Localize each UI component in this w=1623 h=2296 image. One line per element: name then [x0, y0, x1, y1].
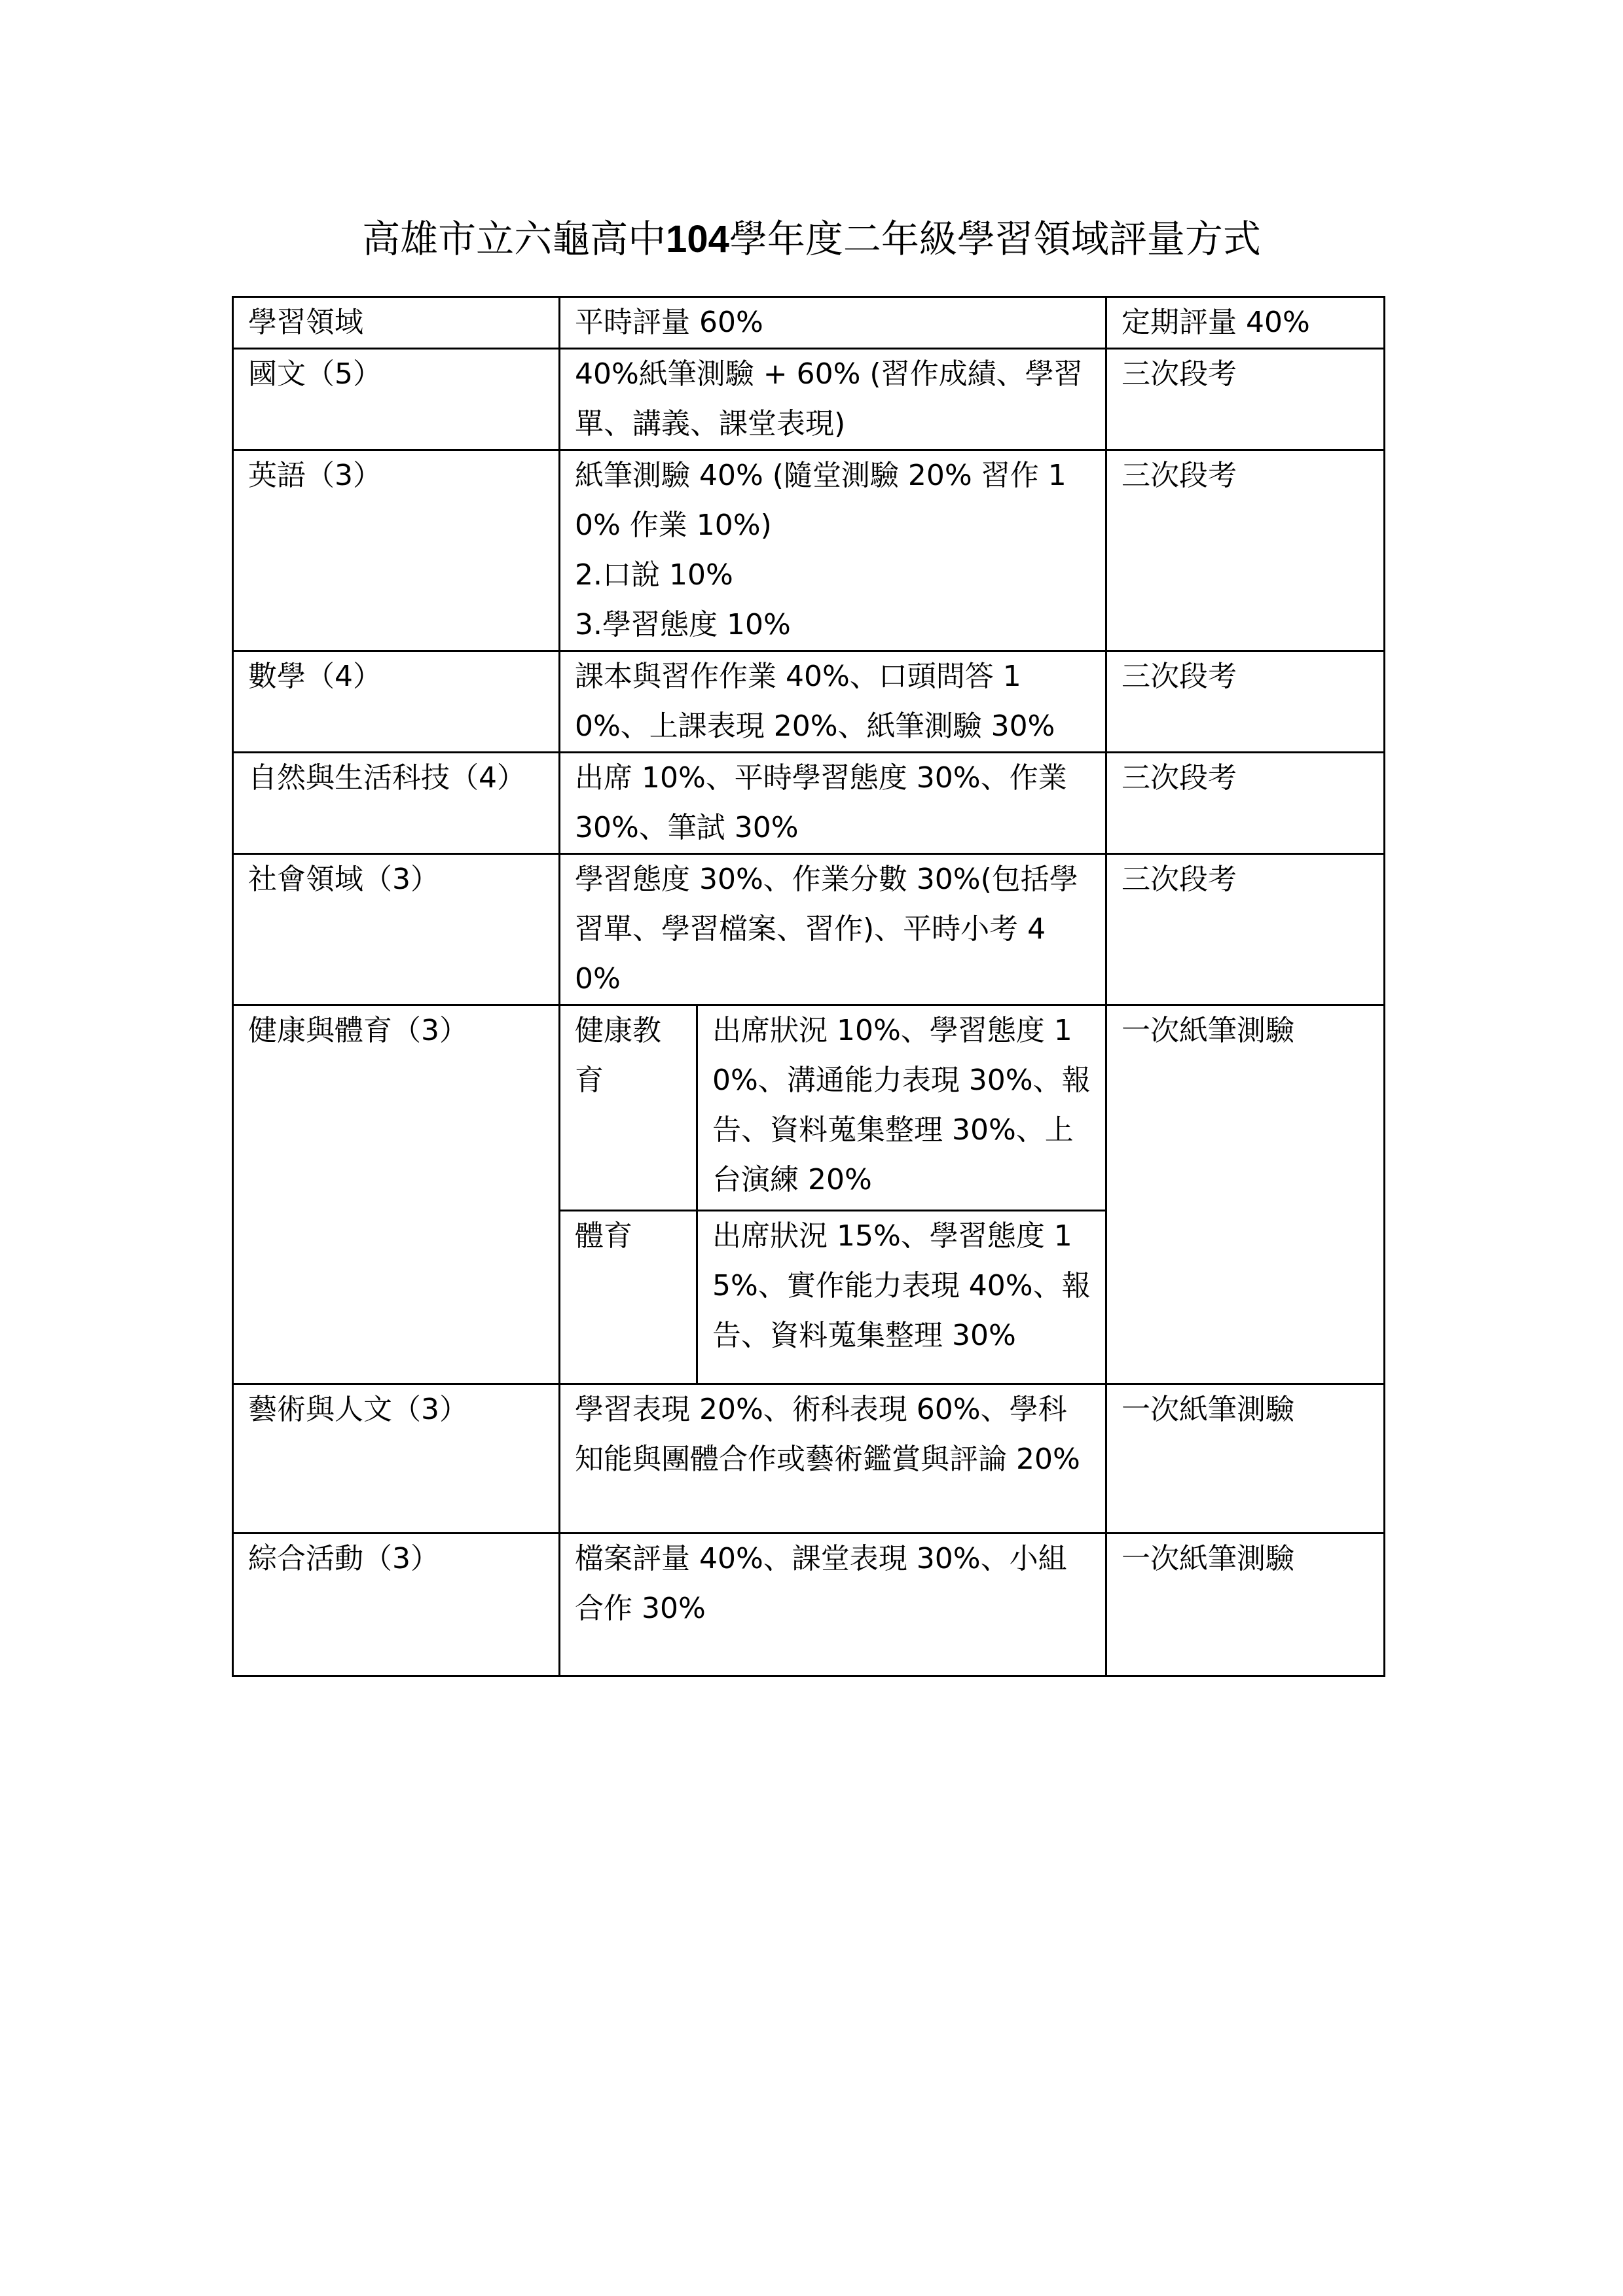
regular-cell: 檔案評量 40%、課堂表現 30%、小組合作 30%	[560, 1534, 1106, 1676]
regular-cell: 學習表現 20%、術科表現 60%、學科知能與團體合作或藝術鑑賞與評論 20%	[560, 1384, 1106, 1534]
regular-cell: 學習態度 30%、作業分數 30%(包括學習單、學習檔案、習作)、平時小考 40%	[560, 854, 1106, 1005]
title-prefix: 高雄市立六龜高中	[362, 217, 666, 261]
regular-line: 3.學習態度 10%	[575, 608, 791, 641]
periodic-cell: 一次紙筆測驗	[1106, 1534, 1385, 1676]
table-row	[233, 1005, 1385, 1211]
title-year: 104	[666, 218, 729, 260]
regular-cell: 出席狀況 10%、學習態度 10%、溝通能力表現 30%、報告、資料蒐集整理 30%、上台演練 20%	[697, 1005, 1106, 1211]
regular-cell: 課本與習作作業 40%、口頭問答 10%、上課表現 20%、紙筆測驗 30%	[560, 651, 1106, 753]
table-header-row	[233, 297, 1385, 349]
regular-cell: 出席狀況 15%、學習態度 15%、實作能力表現 40%、報告、資料蒐集整理 30%	[697, 1211, 1106, 1384]
grading-table	[232, 296, 1385, 1677]
table-row	[233, 753, 1385, 854]
table-row	[233, 450, 1385, 651]
subject-cell: 英語（3）	[233, 450, 560, 651]
subject-cell: 綜合活動（3）	[233, 1534, 560, 1676]
sub-subject-cell: 體育	[560, 1211, 697, 1384]
header-periodic: 定期評量 40%	[1106, 297, 1385, 349]
periodic-cell: 一次紙筆測驗	[1106, 1005, 1385, 1384]
regular-cell	[560, 450, 1106, 651]
page-title	[0, 213, 1623, 266]
sub-subject-cell: 健康教育	[560, 1005, 697, 1211]
regular-line: 2.口說 10%	[575, 558, 733, 592]
periodic-cell: 三次段考	[1106, 753, 1385, 854]
title-suffix: 學年度二年級學習領域評量方式	[729, 217, 1261, 261]
table-row	[233, 1534, 1385, 1676]
subject-cell: 數學（4）	[233, 651, 560, 753]
table-row	[233, 349, 1385, 450]
header-subject: 學習領域	[233, 297, 560, 349]
regular-cell: 出席 10%、平時學習態度 30%、作業 30%、筆試 30%	[560, 753, 1106, 854]
regular-line: 紙筆測驗 40% (隨堂測驗 20% 習作 10% 作業 10%)	[575, 459, 1067, 542]
table-row	[233, 854, 1385, 1005]
header-regular: 平時評量 60%	[560, 297, 1106, 349]
subject-cell: 社會領域（3）	[233, 854, 560, 1005]
subject-cell: 健康與體育（3）	[233, 1005, 560, 1384]
table-row	[233, 1384, 1385, 1534]
periodic-cell: 三次段考	[1106, 450, 1385, 651]
subject-cell: 國文（5）	[233, 349, 560, 450]
periodic-cell: 一次紙筆測驗	[1106, 1384, 1385, 1534]
regular-cell: 40%紙筆測驗 + 60% (習作成績、學習單、講義、課堂表現)	[560, 349, 1106, 450]
periodic-cell: 三次段考	[1106, 854, 1385, 1005]
subject-cell: 藝術與人文（3）	[233, 1384, 560, 1534]
periodic-cell: 三次段考	[1106, 651, 1385, 753]
subject-cell: 自然與生活科技（4）	[233, 753, 560, 854]
periodic-cell: 三次段考	[1106, 349, 1385, 450]
table-row	[233, 651, 1385, 753]
